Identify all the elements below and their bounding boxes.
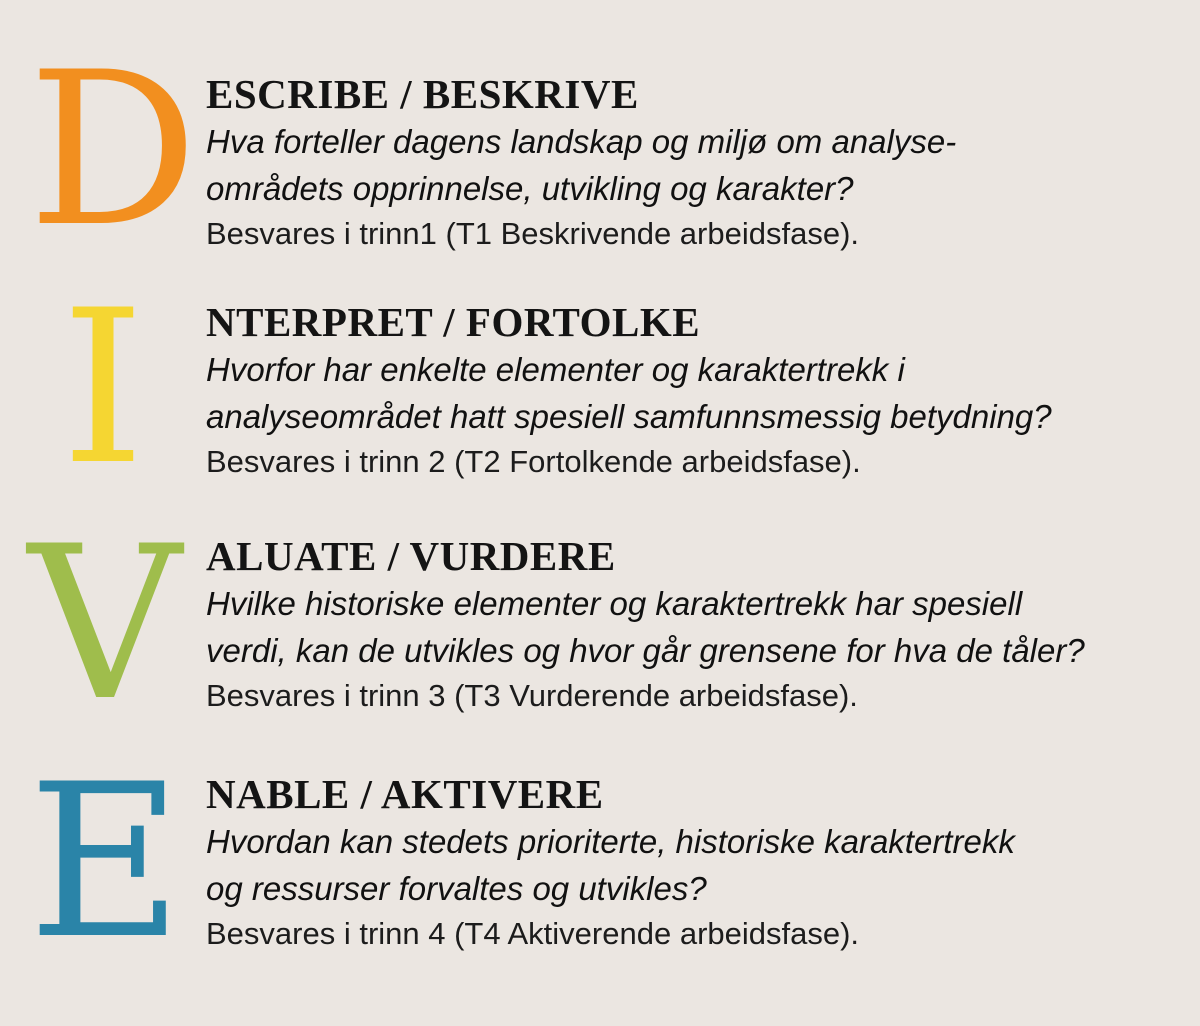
section-question: Hva forteller dagens landskap og miljø om analyse- områdets opprinnelse, utvikling og karakter? bbox=[206, 123, 957, 207]
section-describe-content bbox=[206, 70, 1186, 256]
section-heading: NTERPRET / FORTOLKE bbox=[206, 299, 701, 345]
section-question: Hvorfor har enkelte elementer og karaktertrekk i analyseområdet hatt spesiell samfunnsmessig betydning? bbox=[206, 351, 1052, 435]
section-question: Hvilke historiske elementer og karaktertrekk har spesiell verdi, kan de utvikles og hvor går grensene for hva de tåler? bbox=[206, 585, 1085, 669]
section-answer: Besvares i trinn 4 (T4 Aktiverende arbeidsfase). bbox=[206, 916, 860, 951]
section-evaluate-content bbox=[206, 532, 1186, 718]
section-enable-content bbox=[206, 770, 1186, 956]
initial-letter-e: E bbox=[28, 738, 183, 985]
section-question: Hvordan kan stedets prioriterte, historiske karaktertrekk og ressurser forvaltes og utvikles? bbox=[206, 823, 1015, 907]
section-answer: Besvares i trinn 2 (T2 Fortolkende arbeidsfase). bbox=[206, 444, 861, 479]
section-heading: NABLE / AKTIVERE bbox=[206, 771, 604, 817]
initial-letter-i: I bbox=[61, 264, 145, 511]
initial-letter-v: V bbox=[28, 500, 182, 747]
initial-letter-d: D bbox=[28, 26, 198, 273]
section-heading: ALUATE / VURDERE bbox=[206, 533, 616, 579]
section-answer: Besvares i trinn1 (T1 Beskrivende arbeidsfase). bbox=[206, 216, 860, 251]
section-heading: ESCRIBE / BESKRIVE bbox=[206, 71, 639, 117]
section-answer: Besvares i trinn 3 (T3 Vurderende arbeidsfase). bbox=[206, 678, 858, 713]
section-interpret-content bbox=[206, 298, 1186, 484]
